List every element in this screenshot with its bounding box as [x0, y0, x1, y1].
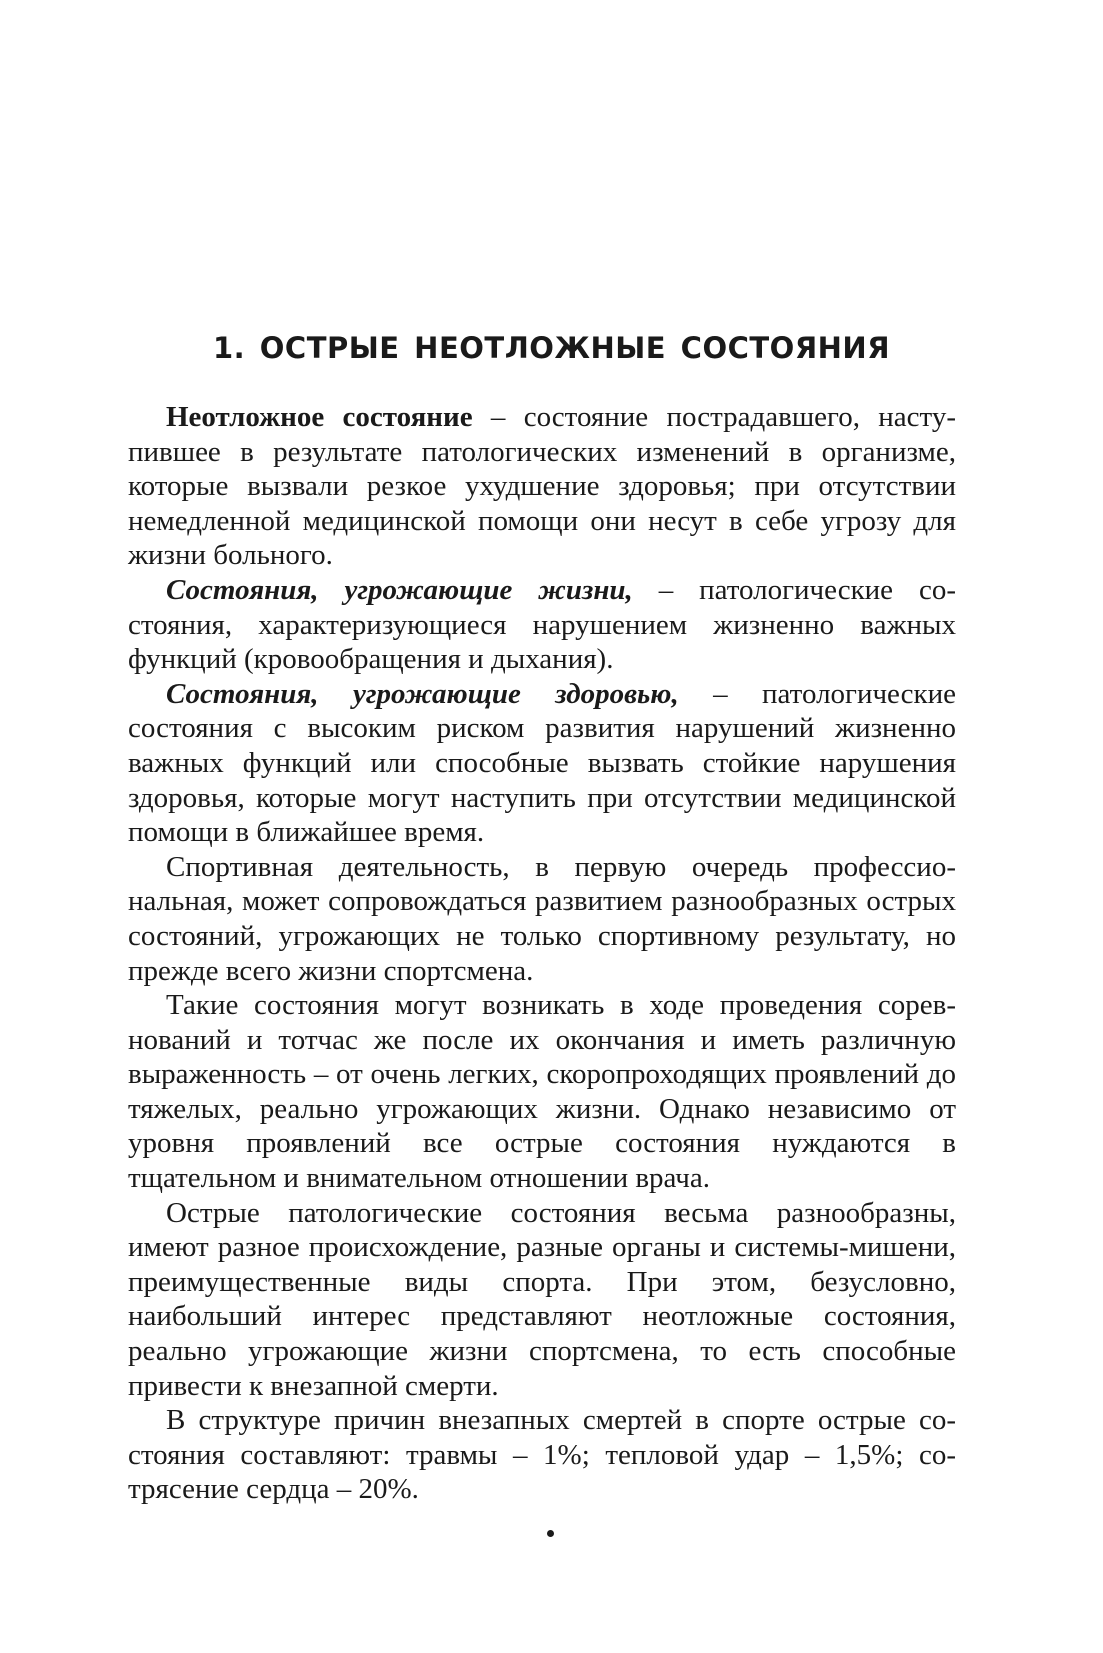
paragraph-text: – состояние пострадавшего, наступившее в результате патологических изменений в организме, которые вызвали резкое ухудшение здоровья; при отсутствии немедленной медицинской помощи они несут в себе угрозу для жизни больного.	[128, 401, 956, 572]
paragraph-life-threatening	[128, 573, 956, 677]
term-health-threatening: Состояния, угрожающие здоровью,	[166, 677, 679, 710]
paragraph-text: – патологические состояния с высоким риском развития нарушений жизненно важных функций или способные вызвать стойкие нарушения здоровья, которые могут наступить при отсутствии медицинской помощи в ближайшее время.	[128, 677, 957, 849]
paragraph-emergency-definition	[128, 400, 956, 573]
term-life-threatening: Состояния, угрожающие жизни,	[166, 573, 633, 606]
page-title: 1. ОСТРЫЕ НЕОТЛОЖНЫЕ СОСТОЯНИЯ	[212, 331, 891, 365]
term-emergency-state: Неотложное состояние	[166, 401, 473, 433]
paragraph-occurrence: Такие состояния могут возникать в ходе проведения соревнований и тотчас же после их окончания и иметь различную выраженность – от очень легких, скоропроходящих проявлений до тяжелых, реально угрожающих жизни. Однако независимо от уровня проявлений все острые состояния нуждаются в тщательном и внимательном отношении врача.	[128, 989, 956, 1195]
paragraph-sports-activity: Спортивная деятельность, в первую очередь профессиональная, может сопровождаться развитием разнообразных острых состояний, угрожающих не только спортивному результату, но прежде всего жизни спортсмена.	[128, 850, 956, 987]
paragraph-diversity: Острые патологические состояния весьма разнообразны, имеют разное происхождение, разные органы и системы-мишени, преимущественные виды спорта. При этом, безусловно, наибольший интерес представляют неотложные состояния, реально угрожающие жизни спортсмена, то есть способные привести к внезапной смерти.	[128, 1196, 956, 1402]
paragraph-health-threatening	[128, 677, 956, 850]
paragraph-statistics: В структуре причин внезапных смертей в спорте острые состояния составляют: травмы – 1%; тепловой удар – 1,5%; сотрясение сердца – 20%.	[128, 1404, 956, 1506]
paragraph-text: – патологические состояния, характеризующиеся нарушением жизненно важных функций (кровообращения и дыхания).	[128, 573, 956, 676]
page-marker-dot	[547, 1530, 554, 1537]
body-text	[128, 400, 956, 1507]
